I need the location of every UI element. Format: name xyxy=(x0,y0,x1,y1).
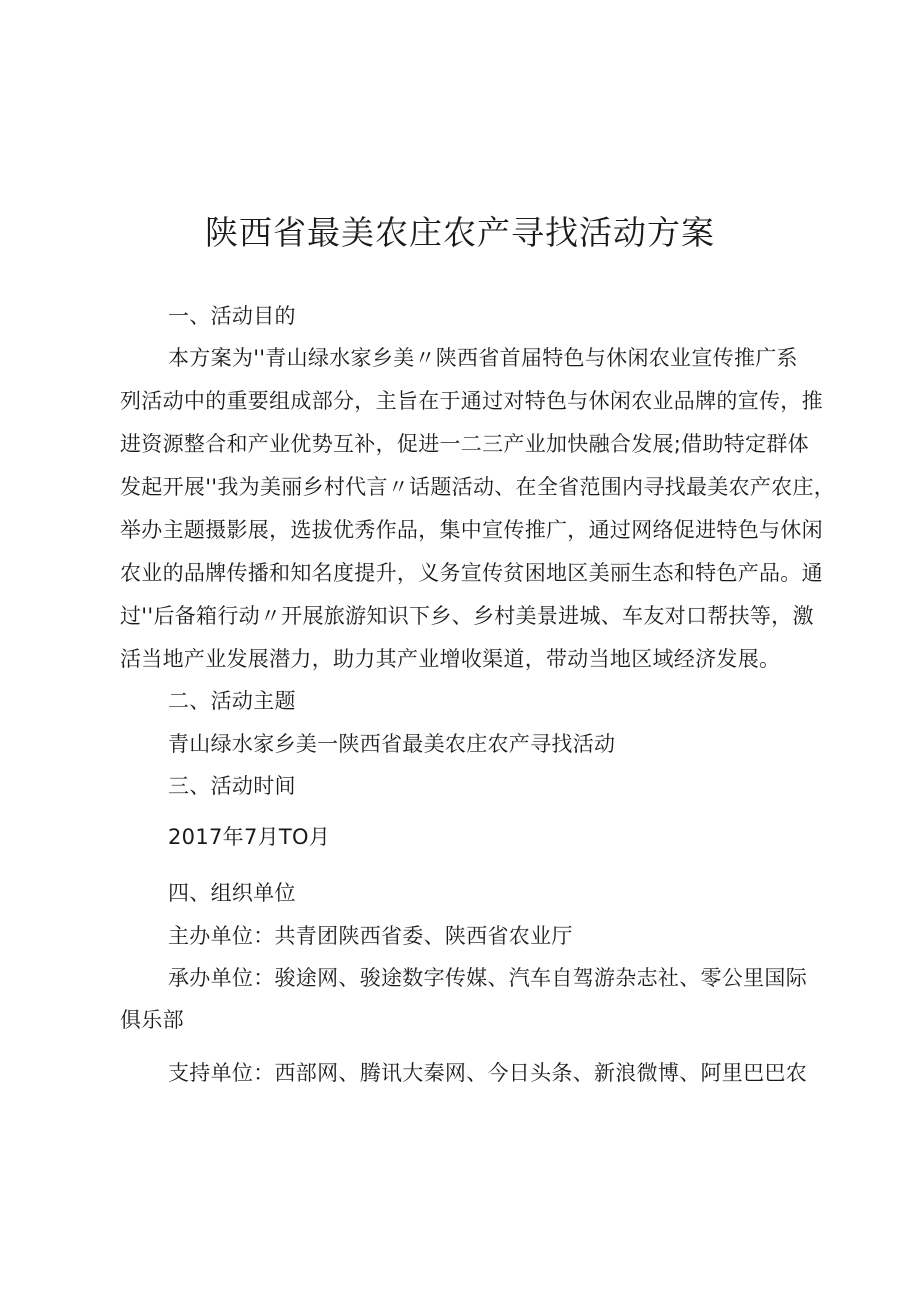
organizer-units-continued: 俱乐部 xyxy=(120,1008,184,1032)
section-heading-purpose: 一、活动目的 xyxy=(168,304,296,328)
document-title: 陕西省最美农庄农产寻找活动方案 xyxy=(205,213,715,252)
paragraph-line: 活当地产业发展潜力，助力其产业增收渠道，带动当地区域经济发展。 xyxy=(120,647,781,671)
organizer-units: 承办单位：骏途网、骏途数字传媒、汽车自驾游杂志社、零公里国际 xyxy=(168,966,807,990)
support-units: 支持单位：西部网、腾讯大秦网、今日头条、新浪微博、阿里巴巴农 xyxy=(168,1061,807,1085)
section-heading-theme: 二、活动主题 xyxy=(168,689,296,713)
theme-text: 青山绿水家乡美一陕西省最美农庄农产寻找活动 xyxy=(168,732,616,756)
paragraph-line: 过''后备箱行动〃开展旅游知识下乡、乡村美景进城、车友对口帮扶等，激 xyxy=(120,604,814,628)
paragraph-line: 农业的品牌传播和知名度提升，义务宣传贫困地区美丽生态和特色产品。通 xyxy=(120,561,823,585)
time-text: 2017年7月TO月 xyxy=(168,825,331,849)
host-units: 主办单位：共青团陕西省委、陕西省农业厅 xyxy=(168,924,573,948)
paragraph-line: 举办主题摄影展，选拔优秀作品，集中宣传推广，通过网络促进特色与休闲 xyxy=(120,518,823,542)
paragraph-line: 列活动中的重要组成部分，主旨在于通过对特色与休闲农业品牌的宣传，推 xyxy=(120,389,823,413)
paragraph-line: 本方案为''青山绿水家乡美〃陕西省首届特色与休闲农业宣传推广系 xyxy=(168,346,798,370)
section-heading-time: 三、活动时间 xyxy=(168,774,296,798)
paragraph-line: 进资源整合和产业优势互补，促进一二三产业加快融合发展;借助特定群体 xyxy=(120,432,809,456)
section-heading-organizers: 四、组织单位 xyxy=(168,881,296,905)
paragraph-line: 发起开展''我为美丽乡村代言〃话题活动、在全省范围内寻找最美农产农庄， xyxy=(120,475,836,499)
